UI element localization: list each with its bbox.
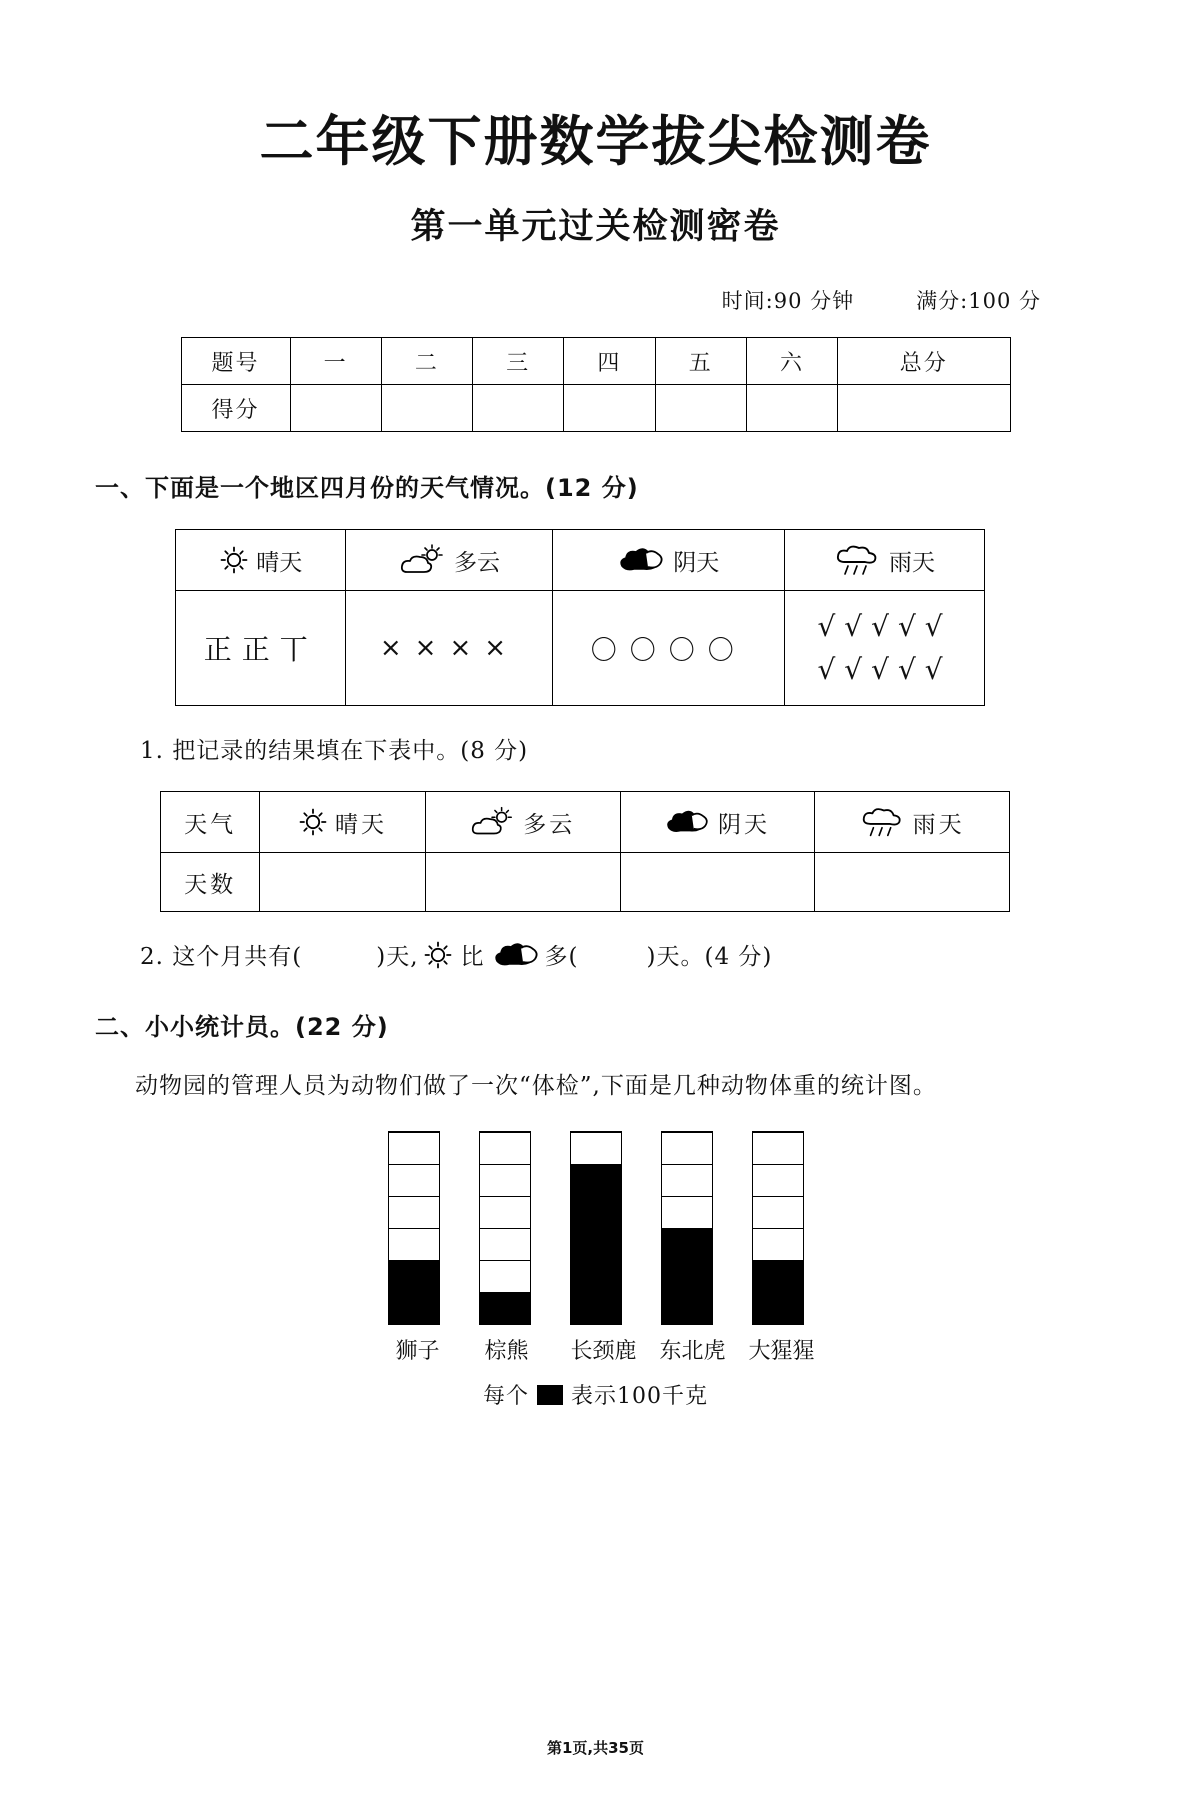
score-cell-6: 六 [746,338,837,385]
chart-bars [388,1131,804,1325]
sub2-text-1: 2. 这个月共有( [140,944,303,971]
bar-cell [480,1132,530,1164]
bar-column-3 [661,1131,713,1325]
tally-marks-rainy-row1: √√√√√ [817,610,952,643]
page-title: 二年级下册数学拔尖检测卷 [259,110,932,173]
question-2-paragraph: 动物园的管理人员为动物们做了一次“体检”,下面是几种动物体重的统计图。 [135,1073,937,1100]
score-cell-4: 四 [564,338,655,385]
question-2-heading: 二、小小统计员。(22 分) [95,1013,389,1042]
score-cell-total: 总分 [838,338,1010,385]
bar-column-2 [570,1131,622,1325]
tally-header-sunny [176,530,346,591]
bar-column-0 [388,1131,440,1325]
sub2-text-3: 比 [460,944,485,971]
tally-header-rainy-label: 雨天 [889,549,936,576]
sub2-text-4: 多( [544,944,579,971]
tally-value-cloudy [346,591,553,706]
animal-weight-bar-chart [0,1131,1191,1410]
score-table-header-row [181,338,1010,385]
dark-cloud-icon [618,545,666,575]
tally-header-cloudy-label: 多云 [453,549,500,576]
dark-cloud-icon [493,940,541,970]
score-input-4[interactable] [564,385,655,432]
count-input-cloudy[interactable] [425,853,620,912]
bar-cell [389,1196,439,1228]
tally-header-rainy [785,530,985,591]
page-subtitle: 第一单元过关检测密卷 [410,206,781,248]
bar-cell [571,1164,621,1196]
bar-cell [753,1132,803,1164]
score-cell-5: 五 [655,338,746,385]
score-table-input-row [181,385,1010,432]
question-1-sub-2 [140,938,1191,971]
count-header-cloudy [425,792,620,853]
chart-legend [483,1379,708,1410]
bar-column-4 [752,1131,804,1325]
sub2-text-2: )天, [376,944,419,971]
count-header-overcast [620,792,815,853]
total-score: 满分:100 分 [916,289,1041,314]
tally-marks-sunny: 正正丅 [203,633,318,667]
tally-marks-overcast: 〇〇〇〇 [590,635,747,666]
bar-cell [480,1164,530,1196]
score-cell-1: 一 [290,338,381,385]
score-table-row2-label: 得分 [181,385,290,432]
bar-stack-1 [479,1131,531,1325]
bar-cell [480,1228,530,1260]
bar-cell [480,1292,530,1324]
bar-cell [753,1228,803,1260]
count-header-sunny [260,792,426,853]
score-table [181,337,1011,432]
tally-value-sunny [176,591,346,706]
tally-value-rainy [785,591,985,706]
bar-stack-0 [388,1131,440,1325]
score-input-total[interactable] [838,385,1010,432]
legend-swatch-icon [537,1385,563,1405]
bar-label-2: 长颈鹿 [570,1339,637,1365]
question-1-sub-1: 1. 把记录的结果填在下表中。(8 分) [140,738,529,765]
bar-cell [389,1164,439,1196]
sun-icon [298,807,328,837]
score-cell-3: 三 [473,338,564,385]
score-input-2[interactable] [381,385,472,432]
bar-cell [662,1132,712,1164]
tally-value-overcast [553,591,785,706]
tally-header-overcast [553,530,785,591]
bar-label-3: 东北虎 [659,1339,726,1365]
legend-prefix: 每个 [482,1384,529,1410]
bar-stack-4 [752,1131,804,1325]
bar-label-4: 大猩猩 [748,1339,815,1365]
rain-cloud-icon [860,805,906,839]
count-header-rainy [815,792,1010,853]
bar-cell [662,1228,712,1260]
tally-data-row [176,591,985,706]
exam-meta [0,285,1191,315]
bar-cell [753,1164,803,1196]
bar-cell [389,1292,439,1324]
bar-cell [662,1164,712,1196]
count-header-rainy-label: 雨天 [912,811,965,838]
sub2-text-5: )天。(4 分) [646,944,773,971]
question-1-heading: 一、下面是一个地区四月份的天气情况。(12 分) [95,474,639,503]
bar-cell [480,1260,530,1292]
dark-cloud-icon [665,807,711,837]
bar-cell [662,1196,712,1228]
bar-stack-3 [661,1131,713,1325]
time-limit: 时间:90 分钟 [721,289,855,314]
sun-icon [219,545,249,575]
rain-cloud-icon [834,543,882,577]
bar-cell [389,1260,439,1292]
bar-stack-2 [570,1131,622,1325]
score-input-1[interactable] [290,385,381,432]
sun-cloud-icon [470,806,516,838]
tally-header-row [176,530,985,591]
bar-cell [480,1196,530,1228]
weather-tally-table [175,529,985,706]
sun-cloud-icon [399,544,447,576]
bar-cell [662,1260,712,1292]
tally-header-sunny-label: 晴天 [256,549,303,576]
bar-column-1 [479,1131,531,1325]
count-input-overcast[interactable] [620,853,815,912]
bar-cell [662,1292,712,1324]
bar-cell [571,1196,621,1228]
bar-cell [753,1260,803,1292]
tally-marks-rainy-row2: √√√√√ [817,653,952,687]
page-footer: 第1页,共35页 [546,1739,644,1757]
score-input-5[interactable] [655,385,746,432]
score-table-row1-label: 题号 [181,338,290,385]
bar-cell [571,1228,621,1260]
count-row1-label: 天气 [161,792,260,853]
count-data-row [161,853,1010,912]
sun-icon [423,940,453,970]
score-input-3[interactable] [473,385,564,432]
tally-marks-cloudy: ×××× [379,633,520,664]
bar-label-0: 狮子 [395,1339,440,1365]
bar-cell [389,1132,439,1164]
exam-page [0,112,1191,1796]
bar-label-1: 棕熊 [484,1339,529,1365]
score-input-6[interactable] [746,385,837,432]
count-row2-label: 天数 [161,853,260,912]
bar-cell [571,1132,621,1164]
legend-suffix: 表示100千克 [571,1384,708,1410]
bar-cell [389,1228,439,1260]
chart-category-labels [393,1334,815,1365]
count-header-sunny-label: 晴天 [335,811,388,838]
count-header-cloudy-label: 多云 [523,811,576,838]
bar-cell [571,1260,621,1292]
count-header-overcast-label: 阴天 [717,811,770,838]
score-cell-2: 二 [381,338,472,385]
tally-header-overcast-label: 阴天 [673,549,720,576]
weather-count-table [160,791,1010,912]
bar-cell [753,1292,803,1324]
bar-cell [753,1196,803,1228]
count-header-row [161,792,1010,853]
count-input-sunny[interactable] [260,853,426,912]
tally-header-cloudy [346,530,553,591]
bar-cell [571,1292,621,1324]
count-input-rainy[interactable] [815,853,1010,912]
